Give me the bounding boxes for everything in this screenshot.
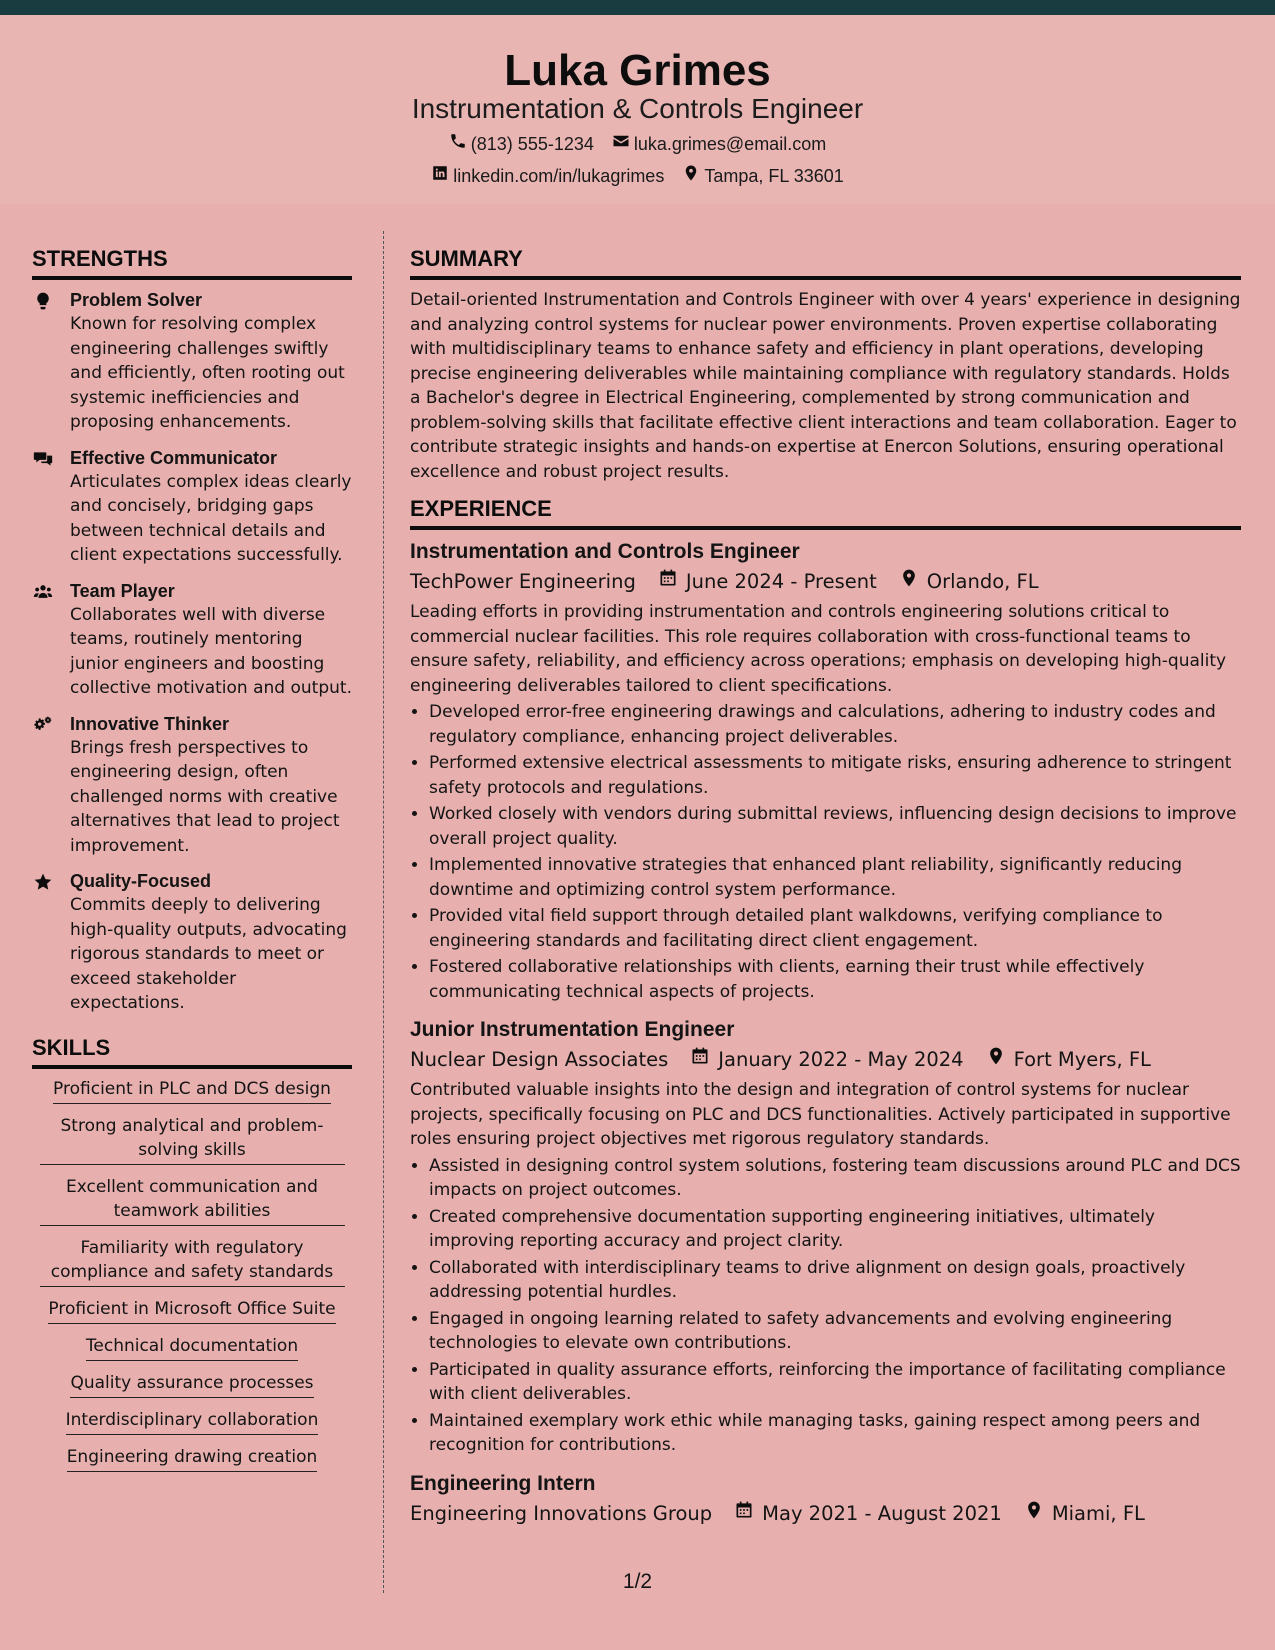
strength-title: Innovative Thinker (70, 713, 230, 734)
job-bullet: • Provided vital field support through detailed plant walkdowns, verifying compliance to engineering standards and facilitating direct client engagement. (429, 904, 1241, 953)
top-bar (0, 0, 1275, 15)
job-bullet: • Fostered collaborative relationships with clients, earning their trust while effectively communicating technical aspects of projects. (429, 955, 1241, 1004)
job-bullets (410, 1154, 1241, 1458)
map-marker-icon (899, 566, 919, 598)
star-icon (32, 869, 70, 1016)
strength-title: Problem Solver (70, 290, 203, 310)
comments-icon (32, 446, 70, 568)
calendar-icon (658, 566, 678, 598)
job-title: Junior Instrumentation Engineer (410, 1018, 735, 1041)
strength-desc: Collaborates well with diverse teams, routinely mentoring junior engineers and boosting collective motivation and output. (70, 604, 352, 698)
right-column (410, 244, 1241, 1542)
job-bullet: • Developed error-free engineering drawings and calculations, adhering to industry codes and regulatory compliance, enhancing project deliverables. (429, 700, 1241, 749)
linkedin-icon (431, 164, 449, 188)
strength-desc: Commits deeply to delivering high-quality outputs, advocating rigorous standards to meet or exceed stakeholder expectations. (70, 895, 347, 1013)
page-number: 1/2 (622, 1570, 653, 1593)
company-name: Nuclear Design Associates (410, 1048, 669, 1071)
strength-desc: Known for resolving complex engineering challenges swiftly and efficiently, often rooting out systemic inefficiencies and proposing enhancements. (70, 314, 345, 432)
job-bullet: • Collaborated with interdisciplinary teams to drive alignment on design goals, proactively addressing potential hurdles. (429, 1256, 1241, 1305)
phone-contact[interactable] (449, 132, 594, 156)
strength-title: Quality-Focused (70, 871, 212, 891)
job-meta (410, 1498, 1241, 1530)
resume-header (0, 15, 1275, 204)
strength-desc: Brings fresh perspectives to engineering design, often challenged norms with creative alternatives that lead to project improvement. (70, 737, 340, 856)
location-text: Tampa, FL 33601 (704, 166, 844, 186)
job-bullet: • Worked closely with vendors during submittal reviews, influencing design decisions to improve overall project quality. (429, 802, 1241, 851)
skill-item: Familiarity with regulatory compliance and safety standards (40, 1236, 345, 1287)
strength-item (32, 288, 352, 435)
job-dates: January 2022 - May 2024 (718, 1048, 964, 1071)
email-contact[interactable] (612, 132, 826, 156)
phone-icon (449, 132, 467, 156)
phone-text: (813) 555-1234 (470, 134, 594, 154)
envelope-icon (612, 132, 630, 156)
linkedin-contact[interactable] (431, 164, 664, 188)
skill-item: Technical documentation (86, 1334, 298, 1361)
job-bullet: • Maintained exemplary work ethic while managing tasks, gaining respect among peers and recognition for contributions. (429, 1409, 1241, 1458)
users-icon (32, 579, 70, 701)
skill-item: Strong analytical and problem-solving skills (40, 1114, 345, 1165)
calendar-icon (734, 1498, 754, 1530)
job-bullet: • Performed extensive electrical assessments to mitigate risks, ensuring adherence to stringent safety protocols and regulations. (429, 751, 1241, 800)
skill-item: Quality assurance processes (70, 1371, 313, 1398)
map-marker-icon (1024, 1498, 1044, 1530)
strength-item (32, 712, 352, 859)
strength-title: Team Player (70, 580, 175, 601)
contact-row-2 (0, 164, 1275, 188)
skills-heading: SKILLS (32, 1033, 352, 1069)
job-bullets (410, 700, 1241, 1004)
job-entry (410, 1016, 1241, 1458)
candidate-name: Luka Grimes (504, 46, 771, 95)
job-bullet: • Implemented innovative strategies that enhanced plant reliability, significantly reducing downtime and optimizing control system performance. (429, 853, 1241, 902)
calendar-icon (690, 1044, 710, 1076)
job-location: Fort Myers, FL (1013, 1048, 1151, 1071)
job-entry (410, 1470, 1241, 1530)
job-description: Leading efforts in providing instrumentation and controls engineering solutions critical to commercial nuclear facilities. This role requires collaboration with cross-functional teams to ensure safety, reliability, and efficiency across operations; emphasis on developing high-quality engineering deliverables tailored to client specifications. (410, 602, 1227, 696)
skill-item: Proficient in PLC and DCS design (53, 1077, 331, 1104)
location-contact (682, 164, 843, 188)
job-meta (410, 566, 1241, 598)
skill-item: Proficient in Microsoft Office Suite (48, 1297, 335, 1324)
job-location: Orlando, FL (926, 570, 1039, 593)
map-marker-icon (986, 1044, 1006, 1076)
candidate-title: Instrumentation & Controls Engineer (411, 93, 864, 124)
job-bullet: • Assisted in designing control system solutions, fostering team discussions around PLC and DCS impacts on project outcomes. (429, 1154, 1241, 1203)
experience-heading: EXPERIENCE (410, 494, 1241, 530)
strength-title: Effective Communicator (70, 447, 278, 468)
summary-heading: SUMMARY (410, 244, 1241, 280)
map-marker-icon (682, 164, 700, 188)
company-name: Engineering Innovations Group (410, 1501, 713, 1525)
skill-item: Interdisciplinary collaboration (66, 1408, 319, 1435)
skill-item: Engineering drawing creation (67, 1445, 318, 1472)
strength-item (32, 869, 352, 1016)
summary-text: Detail-oriented Instrumentation and Controls Engineer with over 4 years' experience in designing and analyzing control systems for nuclear power environments. Proven expertise collaborating with multidisciplinary teams to enhance safety and efficiency in plant operations, developing precise engineering deliverables while maintaining compliance with regulatory standards. Holds a Bachelor's degree in Electrical Engineering, complemented by strong communication and problem-solving skills that facilitate effective client interactions and team collaboration. Eager to contribute strategic insights and hands-on expertise at Enercon Solutions, ensuring operational excellence and robust project results. (410, 290, 1241, 482)
job-dates: June 2024 - Present (685, 570, 877, 593)
job-bullet: • Participated in quality assurance efforts, reinforcing the importance of facilitating compliance with client deliverables. (429, 1358, 1241, 1407)
job-title: Instrumentation and Controls Engineer (410, 540, 800, 563)
strength-item (32, 579, 352, 701)
job-location: Miami, FL (1051, 1501, 1145, 1525)
linkedin-text: linkedin.com/in/lukagrimes (453, 166, 665, 186)
contact-row-1 (0, 132, 1275, 156)
company-name: TechPower Engineering (410, 570, 636, 593)
job-dates: May 2021 - August 2021 (762, 1501, 1002, 1525)
job-entry (410, 538, 1241, 1004)
gears-icon (32, 712, 70, 859)
job-bullet: • Created comprehensive documentation supporting engineering initiatives, ultimately improving reporting accuracy and project clarity. (429, 1205, 1241, 1254)
column-divider (383, 231, 384, 1593)
job-bullet: • Engaged in ongoing learning related to safety advancements and evolving engineering technologies to elevate own contributions. (429, 1307, 1241, 1356)
left-column (32, 244, 352, 1482)
strength-desc: Articulates complex ideas clearly and concisely, bridging gaps between technical details and client expectations successfully. (70, 471, 352, 565)
job-meta (410, 1044, 1241, 1076)
strengths-heading: STRENGTHS (32, 244, 352, 280)
job-title: Engineering Intern (410, 1471, 596, 1495)
skill-item: Excellent communication and teamwork abilities (40, 1175, 345, 1226)
job-description: Contributed valuable insights into the design and integration of control systems for nuclear projects, specifically focusing on PLC and DCS functionalities. Actively participated in supportive roles ensuring project objectives met rigorous regulatory standards. (410, 1080, 1231, 1149)
strength-item (32, 446, 352, 568)
email-text: luka.grimes@email.com (633, 134, 827, 154)
lightbulb-icon (32, 288, 70, 435)
